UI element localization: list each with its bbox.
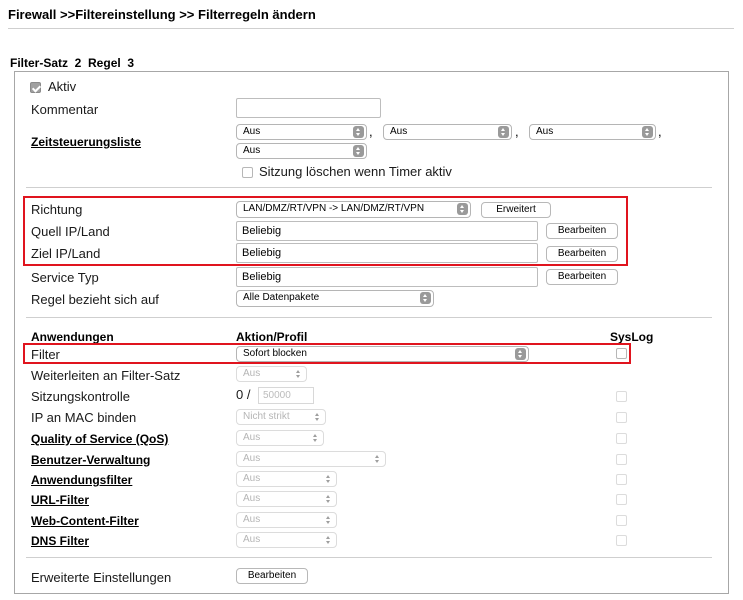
chevron-updown-icon <box>310 432 321 444</box>
filter-set-title: Filter-Satz 2 Regel 3 <box>10 56 135 70</box>
sitzungskontrolle-max-input[interactable]: 50000 <box>258 387 314 404</box>
kommentar-label: Kommentar <box>31 102 99 117</box>
anwendungsfilter-label[interactable]: Anwendungsfilter <box>31 473 133 487</box>
section-divider <box>26 557 712 558</box>
web-content-filter-select[interactable]: Aus <box>236 512 337 528</box>
qos-syslog-checkbox[interactable] <box>616 433 627 444</box>
ziel-field[interactable]: Beliebig <box>236 243 538 263</box>
chevron-updown-icon <box>372 453 383 465</box>
section-divider <box>26 317 712 318</box>
url-filter-select[interactable]: Aus <box>236 491 337 507</box>
benutzer-syslog-checkbox[interactable] <box>616 454 627 465</box>
anwendungen-header: Anwendungen <box>31 330 114 344</box>
regel-label: Regel bezieht sich auf <box>31 292 159 307</box>
chevron-updown-icon <box>312 411 323 423</box>
zeit-select-3[interactable]: Aus <box>529 124 656 140</box>
chevron-updown-icon <box>420 292 431 304</box>
quell-field[interactable]: Beliebig <box>236 221 538 241</box>
sitzungskontrolle-syslog-checkbox[interactable] <box>616 391 627 402</box>
sitzung-loeschen-checkbox[interactable] <box>242 167 253 178</box>
section-divider <box>26 187 712 188</box>
zeit-select-2[interactable]: Aus <box>383 124 512 140</box>
anwendungsfilter-syslog-checkbox[interactable] <box>616 474 627 485</box>
breadcrumb: Firewall >>Filtereinstellung >> Filterregeln ändern <box>8 7 316 22</box>
quell-bearbeiten-button[interactable]: Bearbeiten <box>546 223 618 239</box>
regel-select[interactable]: Alle Datenpakete <box>236 290 434 307</box>
erweiterte-bearbeiten-button[interactable]: Bearbeiten <box>236 568 308 584</box>
comma-separator: , <box>515 124 519 139</box>
url-filter-syslog-checkbox[interactable] <box>616 494 627 505</box>
chevron-updown-icon <box>323 534 334 546</box>
chevron-updown-icon <box>323 514 334 526</box>
sitzungskontrolle-current: 0 / <box>236 387 251 402</box>
web-content-filter-label[interactable]: Web-Content-Filter <box>31 514 139 528</box>
web-content-filter-syslog-checkbox[interactable] <box>616 515 627 526</box>
filter-label: Filter <box>31 347 60 362</box>
anwendungsfilter-select[interactable]: Aus <box>236 471 337 487</box>
dns-filter-syslog-checkbox[interactable] <box>616 535 627 546</box>
header-divider <box>8 28 734 29</box>
chevron-updown-icon <box>457 203 468 215</box>
chevron-updown-icon <box>353 126 364 138</box>
chevron-updown-icon <box>515 348 526 360</box>
zeit-select-1[interactable]: Aus <box>236 124 367 140</box>
richtung-label: Richtung <box>31 202 83 217</box>
aktiv-checkbox[interactable] <box>30 82 41 93</box>
ziel-bearbeiten-button[interactable]: Bearbeiten <box>546 246 618 262</box>
ip-mac-select[interactable]: Nicht strikt <box>236 409 326 425</box>
ip-mac-syslog-checkbox[interactable] <box>616 412 627 423</box>
chevron-updown-icon <box>293 368 304 380</box>
syslog-header: SysLog <box>610 330 654 344</box>
zeit-select-4[interactable]: Aus <box>236 143 367 159</box>
filter-select[interactable]: Sofort blocken <box>236 346 529 362</box>
aktiv-label: Aktiv <box>48 79 77 94</box>
service-label: Service Typ <box>31 270 99 285</box>
filter-syslog-checkbox[interactable] <box>616 348 627 359</box>
chevron-updown-icon <box>323 493 334 505</box>
sitzungskontrolle-label: Sitzungskontrolle <box>31 389 130 404</box>
url-filter-label[interactable]: URL-Filter <box>31 493 89 507</box>
qos-label[interactable]: Quality of Service (QoS) <box>31 432 169 446</box>
benutzer-select[interactable]: Aus <box>236 451 386 467</box>
quell-label: Quell IP/Land <box>31 224 110 239</box>
aktion-header: Aktion/Profil <box>236 330 308 344</box>
service-field[interactable]: Beliebig <box>236 267 538 287</box>
dns-filter-select[interactable]: Aus <box>236 532 337 548</box>
erweitert-button[interactable]: Erweitert <box>481 202 551 218</box>
kommentar-input[interactable] <box>236 98 381 118</box>
weiterleiten-select[interactable]: Aus <box>236 366 307 382</box>
weiterleiten-label: Weiterleiten an Filter-Satz <box>31 368 181 383</box>
chevron-updown-icon <box>498 126 509 138</box>
chevron-updown-icon <box>642 126 653 138</box>
zeit-label[interactable]: Zeitsteuerungsliste <box>31 135 142 149</box>
chevron-updown-icon <box>323 473 334 485</box>
sitzung-loeschen-label: Sitzung löschen wenn Timer aktiv <box>259 164 452 179</box>
comma-separator: , <box>369 124 373 139</box>
richtung-select[interactable]: LAN/DMZ/RT/VPN -> LAN/DMZ/RT/VPN <box>236 201 471 218</box>
erweiterte-label: Erweiterte Einstellungen <box>31 570 172 585</box>
chevron-updown-icon <box>353 145 364 157</box>
qos-select[interactable]: Aus <box>236 430 324 446</box>
service-bearbeiten-button[interactable]: Bearbeiten <box>546 269 618 285</box>
comma-separator: , <box>658 124 662 139</box>
ziel-label: Ziel IP/Land <box>31 246 101 261</box>
benutzer-label[interactable]: Benutzer-Verwaltung <box>31 453 151 467</box>
ip-mac-label: IP an MAC binden <box>31 410 137 425</box>
dns-filter-label[interactable]: DNS Filter <box>31 534 90 548</box>
